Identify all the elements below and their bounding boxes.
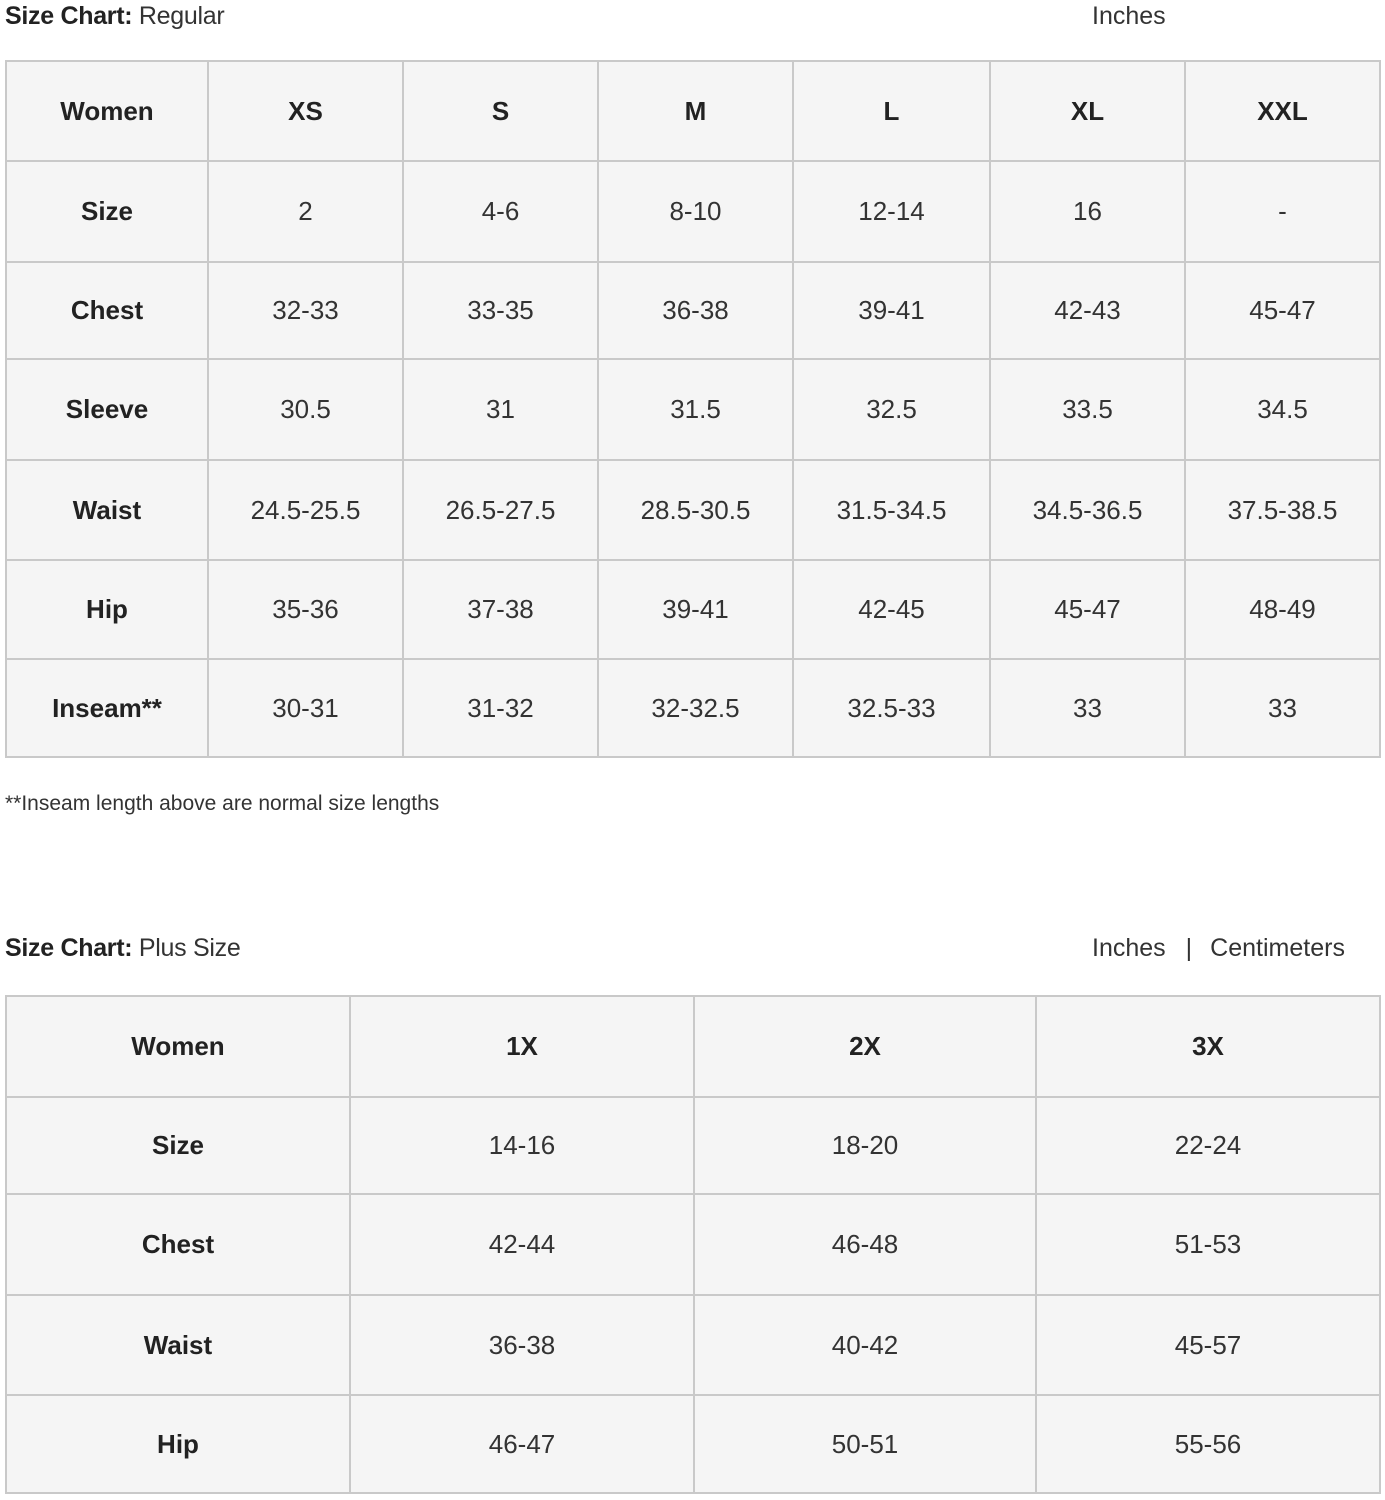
regular-col-header: XXL: [1185, 61, 1380, 161]
plus-col-header: Women: [6, 996, 350, 1097]
units-centimeters-link[interactable]: Centimeters: [1210, 934, 1345, 962]
table-row: [6, 1395, 1380, 1493]
table-cell: 51-53: [1036, 1194, 1380, 1295]
table-cell: 36-38: [598, 262, 793, 359]
table-cell: 32.5: [793, 359, 990, 460]
table-cell: 32.5-33: [793, 659, 990, 757]
inseam-footnote: **Inseam length above are normal size lengths: [5, 792, 440, 815]
table-cell: 30-31: [208, 659, 403, 757]
table-cell: 4-6: [403, 161, 598, 262]
table-row: [6, 1295, 1380, 1395]
units-inches-link[interactable]: Inches: [1092, 934, 1166, 962]
row-label: Sleeve: [6, 359, 208, 460]
row-label: Size: [6, 1097, 350, 1194]
plus-col-header: 1X: [350, 996, 694, 1097]
plus-col-header: 2X: [694, 996, 1036, 1097]
table-cell: 34.5: [1185, 359, 1380, 460]
table-row: [6, 1097, 1380, 1194]
plus-heading-label: Size Chart:: [5, 934, 133, 962]
regular-heading-label: Size Chart:: [5, 2, 133, 30]
table-row: [6, 161, 1380, 262]
table-cell: 18-20: [694, 1097, 1036, 1194]
table-cell: 39-41: [793, 262, 990, 359]
table-row: [6, 560, 1380, 659]
table-cell: 33-35: [403, 262, 598, 359]
table-row: [6, 460, 1380, 560]
table-cell: 8-10: [598, 161, 793, 262]
table-cell: 32-33: [208, 262, 403, 359]
table-cell: 30.5: [208, 359, 403, 460]
table-cell: 22-24: [1036, 1097, 1380, 1194]
table-cell: 2: [208, 161, 403, 262]
table-cell: 14-16: [350, 1097, 694, 1194]
row-label: Chest: [6, 1194, 350, 1295]
regular-col-header: S: [403, 61, 598, 161]
row-label: Waist: [6, 1295, 350, 1395]
table-row: [6, 1194, 1380, 1295]
table-row: [6, 659, 1380, 757]
table-cell: 24.5-25.5: [208, 460, 403, 560]
plus-col-header: 3X: [1036, 996, 1380, 1097]
plus-size-table: [5, 995, 1381, 1494]
table-cell: 48-49: [1185, 560, 1380, 659]
table-cell: 33.5: [990, 359, 1185, 460]
table-cell: 31: [403, 359, 598, 460]
regular-col-header: L: [793, 61, 990, 161]
table-cell: 33: [990, 659, 1185, 757]
table-cell: 39-41: [598, 560, 793, 659]
table-row: [6, 262, 1380, 359]
table-cell: 16: [990, 161, 1185, 262]
row-label: Chest: [6, 262, 208, 359]
table-cell: 12-14: [793, 161, 990, 262]
row-label: Inseam**: [6, 659, 208, 757]
table-cell: 42-44: [350, 1194, 694, 1295]
table-cell: 31.5: [598, 359, 793, 460]
row-label: Hip: [6, 560, 208, 659]
table-row: [6, 359, 1380, 460]
plus-header-row: [6, 996, 1380, 1097]
table-cell: 42-43: [990, 262, 1185, 359]
regular-col-header: M: [598, 61, 793, 161]
regular-units-inches[interactable]: Inches: [1092, 2, 1166, 30]
units-separator: |: [1185, 934, 1193, 962]
table-cell: 31.5-34.5: [793, 460, 990, 560]
table-cell: 50-51: [694, 1395, 1036, 1493]
row-label: Hip: [6, 1395, 350, 1493]
table-cell: 45-57: [1036, 1295, 1380, 1395]
table-cell: 26.5-27.5: [403, 460, 598, 560]
table-cell: 46-48: [694, 1194, 1036, 1295]
regular-header-row: [6, 61, 1380, 161]
table-cell: 46-47: [350, 1395, 694, 1493]
table-cell: 37-38: [403, 560, 598, 659]
regular-col-header: XS: [208, 61, 403, 161]
plus-heading-type: Plus Size: [132, 934, 241, 962]
plus-units: [1092, 934, 1345, 963]
plus-chart-heading: [5, 934, 240, 963]
table-cell: 42-45: [793, 560, 990, 659]
table-cell: 40-42: [694, 1295, 1036, 1395]
regular-size-table: [5, 60, 1381, 758]
regular-col-header: Women: [6, 61, 208, 161]
regular-heading-type: Regular: [132, 2, 225, 30]
regular-units: [1092, 2, 1166, 31]
table-cell: 45-47: [990, 560, 1185, 659]
row-label: Waist: [6, 460, 208, 560]
table-cell: 31-32: [403, 659, 598, 757]
table-cell: 36-38: [350, 1295, 694, 1395]
table-cell: 55-56: [1036, 1395, 1380, 1493]
table-cell: 45-47: [1185, 262, 1380, 359]
table-cell: 33: [1185, 659, 1380, 757]
table-cell: -: [1185, 161, 1380, 262]
row-label: Size: [6, 161, 208, 262]
table-cell: 37.5-38.5: [1185, 460, 1380, 560]
table-cell: 35-36: [208, 560, 403, 659]
table-cell: 28.5-30.5: [598, 460, 793, 560]
table-cell: 32-32.5: [598, 659, 793, 757]
regular-chart-heading: [5, 2, 224, 31]
regular-col-header: XL: [990, 61, 1185, 161]
table-cell: 34.5-36.5: [990, 460, 1185, 560]
